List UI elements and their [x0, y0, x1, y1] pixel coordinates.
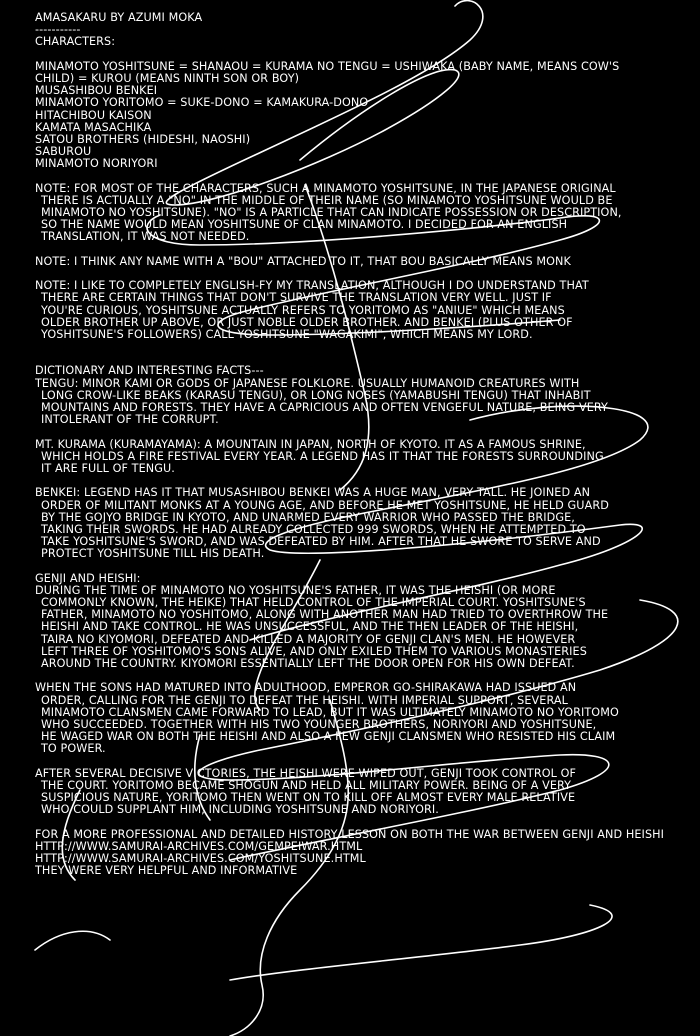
note-line: TRANSLATION, IT WAS NOT NEEDED.	[41, 230, 250, 244]
character-line: KAMATA MASACHIKA	[35, 120, 152, 134]
reference-link[interactable]: HTTP://WWW.SAMURAI-ARCHIVES.COM/GEMPEIWAR.HTML	[35, 839, 363, 853]
footer-line: THEY WERE VERY HELPFUL AND INFORMATIVE	[35, 864, 298, 878]
note-line: OLDER BROTHER UP ABOVE, OR JUST NOBLE OLDER BROTHER. AND BENKEI (PLUS OTHER OF	[41, 315, 573, 329]
character-line: SATOU BROTHERS (HIDESHI, NAOSHI)	[35, 132, 251, 146]
characters-list	[35, 61, 700, 171]
reference-link[interactable]: HTTP://WWW.SAMURAI-ARCHIVES.COM/YOSHITSUNE.HTML	[35, 851, 366, 865]
entry-line: DURING THE TIME OF MINAMOTO NO YOSHITSUNE'S FATHER, IT WAS THE HEISHI (OR MORE	[35, 583, 556, 597]
footer-references	[35, 829, 700, 878]
entry-line: TENGU: MINOR KAMI OR GODS OF JAPANESE FOLKLORE. USUALLY HUMANOID CREATURES WITH	[35, 376, 580, 390]
character-line: MINAMOTO YORITOMO = SUKE-DONO = KAMAKURA-DONO	[35, 96, 369, 110]
characters-heading: CHARACTERS:	[35, 35, 116, 49]
note-line: NOTE: I LIKE TO COMPLETELY ENGLISH-FY MY TRANSLATION, ALTHOUGH I DO UNDERSTAND THAT	[35, 279, 589, 293]
entry-line: LEFT THREE OF YOSHITOMO'S SONS ALIVE, AND ONLY EXILED THEM TO VARIOUS MONASTERIES	[41, 644, 587, 658]
dictionary-heading: DICTIONARY AND INTERESTING FACTS---	[35, 364, 264, 378]
entry-line: WHEN THE SONS HAD MATURED INTO ADULTHOOD, EMPEROR GO-SHIRAKAWA HAD ISSUED AN	[35, 681, 577, 695]
entry-line: TAKE YOSHITSUNE'S SWORD, AND WAS DEFEATED BY HIM. AFTER THAT HE SWORE TO SERVE AND	[41, 535, 601, 549]
genji-heading: GENJI AND HEISHI:	[35, 571, 141, 585]
note-line: NOTE: I THINK ANY NAME WITH A "BOU" ATTACHED TO IT, THAT BOU BASICALLY MEANS MONK	[35, 254, 571, 268]
note-line: THERE IS ACTUALLY A "NO" IN THE MIDDLE OF THEIR NAME (SO MINAMOTO YOSHITSUNE WOULD BE	[41, 193, 613, 207]
entry-line: AROUND THE COUNTRY. KIYOMORI ESSENTIALLY LEFT THE DOOR OPEN FOR HIS OWN DEFEAT.	[41, 656, 575, 670]
note-line: THERE ARE CERTAIN THINGS THAT DON'T SURVIVE THE TRANSLATION VERY WELL. JUST IF	[41, 291, 552, 305]
entry-line: WHICH HOLDS A FIRE FESTIVAL EVERY YEAR. A LEGEND HAS IT THAT THE FORESTS SURROUNDING	[41, 449, 604, 463]
entry-line: ORDER OF MILITANT MONKS AT A YOUNG AGE, AND BEFORE HE MET YOSHITSUNE, HE HELD GUARD	[41, 498, 609, 512]
note-line: MINAMOTO NO YOSHITSUNE). "NO" IS A PARTICLE THAT CAN INDICATE POSSESSION OR DESCRIPTION,	[41, 206, 622, 219]
entry-line: MINAMOTO CLANSMEN CAME FORWARD TO LEAD, BUT IT WAS ULTIMATELY MINAMOTO NO YORITOMO	[41, 705, 619, 719]
footer-line: FOR A MORE PROFESSIONAL AND DETAILED HISTORY LESSON ON BOTH THE WAR BETWEEN GENJI AND HEISHI	[35, 827, 665, 841]
character-line: MINAMOTO YOSHITSUNE = SHANAOU = KURAMA NO TENGU = USHIWAKA (BABY NAME, MEANS COW'S	[35, 59, 620, 73]
entry-line: IT ARE FULL OF TENGU.	[41, 461, 175, 475]
scribble-stroke	[35, 905, 612, 980]
entry-line: THE COURT. YORITOMO BECAME SHOGUN AND HELD ALL MILITARY POWER. BEING OF A VERY	[41, 778, 572, 792]
entry-line: TO POWER.	[41, 742, 106, 756]
entry-line: TAIRA NO KIYOMORI, DEFEATED AND KILLED A MAJORITY OF GENJI CLAN'S MEN. HE HOWEVER	[41, 632, 576, 646]
genji-paragraph-1	[35, 585, 700, 670]
translation-notes	[35, 12, 700, 877]
entry-benkei	[35, 487, 700, 560]
note-line: YOSHITSUNE'S FOLLOWERS) CALL YOSHITSUNE "WAGAKIMI", WHICH MEANS MY LORD.	[41, 327, 533, 341]
entry-tengu	[35, 378, 700, 427]
note-line: YOU'RE CURIOUS, YOSHITSUNE ACTUALLY REFERS TO YORITOMO AS "ANIUE" WHICH MEANS	[41, 303, 565, 317]
title-rule: -----------	[35, 23, 81, 37]
note-translation	[35, 280, 700, 341]
character-line: SABUROU	[35, 145, 92, 159]
note-line: NOTE: FOR MOST OF THE CHARACTERS, SUCH A MINAMOTO YOSHITSUNE, IN THE JAPANESE ORIGINAL	[35, 181, 616, 195]
document-title: AMASAKARU BY AZUMI MOKA	[35, 12, 203, 24]
genji-paragraph-2	[35, 682, 700, 755]
entry-line: BY THE GOJYO BRIDGE IN KYOTO, AND UNARMED EVERY WARRIOR WHO PASSED THE BRIDGE,	[41, 510, 575, 524]
entry-line: WHO COULD SUPPLANT HIM, INCLUDING YOSHITSUNE AND NORIYORI.	[41, 803, 439, 817]
entry-line: AFTER SEVERAL DECISIVE VICTORIES, THE HEISHI WERE WIPED OUT, GENJI TOOK CONTROL OF	[35, 766, 577, 780]
genji-paragraph-3	[35, 768, 700, 817]
character-line: MUSASHIBOU BENKEI	[35, 84, 158, 98]
entry-line: WHO SUCCEEDED. TOGETHER WITH HIS TWO YOUNGER BROTHERS, NORIYORI AND YOSHITSUNE,	[41, 717, 597, 731]
entry-line: BENKEI: LEGEND HAS IT THAT MUSASHIBOU BENKEI WAS A HUGE MAN, VERY TALL. HE JOINED AN	[35, 486, 591, 500]
entry-line: HEISHI AND TAKE CONTROL. HE WAS UNSUCCESSFUL, AND THE THEN LEADER OF THE HEISHI,	[41, 620, 579, 634]
entry-line: MOUNTAINS AND FORESTS. THEY HAVE A CAPRICIOUS AND OFTEN VENGEFUL NATURE, BEING VERY	[41, 401, 608, 415]
entry-line: PROTECT YOSHITSUNE TILL HIS DEATH.	[41, 547, 265, 561]
entry-line: FATHER, MINAMOTO NO YOSHITOMO, ALONG WITH ANOTHER MAN HAD TRIED TO OVERTHROW THE	[41, 608, 609, 622]
entry-kurama	[35, 439, 700, 476]
entry-line: COMMONLY KNOWN, THE HEIKE) THAT HELD CONTROL OF THE IMPERIAL COURT. YOSHITSUNE'S	[41, 596, 586, 610]
note-line: SO THE NAME WOULD MEAN YOSHITSUNE OF CLAN MINAMOTO. I DECIDED FOR AN ENGLISH	[41, 218, 568, 232]
character-line: MINAMOTO NORIYORI	[35, 157, 158, 171]
entry-line: HE WAGED WAR ON BOTH THE HEISHI AND ALSO A FEW GENJI CLANSMEN WHO RESISTED HIS CLAIM	[41, 730, 616, 744]
character-line: CHILD) = KUROU (MEANS NINTH SON OR BOY)	[35, 71, 300, 85]
entry-line: LONG CROW-LIKE BEAKS (KARASU TENGU), OR LONG NOSES (YAMABUSHI TENGU) THAT INHABIT	[41, 388, 591, 402]
entry-line: INTOLERANT OF THE CORRUPT.	[41, 413, 219, 427]
entry-line: ORDER, CALLING FOR THE GENJI TO DEFEAT THE HEISHI. WITH IMPERIAL SUPPORT, SEVERAL	[41, 693, 568, 707]
entry-line: SUSPICIOUS NATURE, YORITOMO THEN WENT ON TO KILL OFF ALMOST EVERY MALE RELATIVE	[41, 791, 576, 805]
note-bou	[35, 256, 700, 268]
entry-line: TAKING THEIR SWORDS. HE HAD ALREADY COLLECTED 999 SWORDS, WHEN HE ATTEMPTED TO	[41, 522, 586, 536]
entry-line: MT. KURAMA (KURAMAYAMA): A MOUNTAIN IN JAPAN, NORTH OF KYOTO. IT AS A FAMOUS SHRINE,	[35, 437, 586, 451]
character-line: HITACHIBOU KAISON	[35, 108, 152, 122]
note-name-particle	[35, 183, 700, 244]
